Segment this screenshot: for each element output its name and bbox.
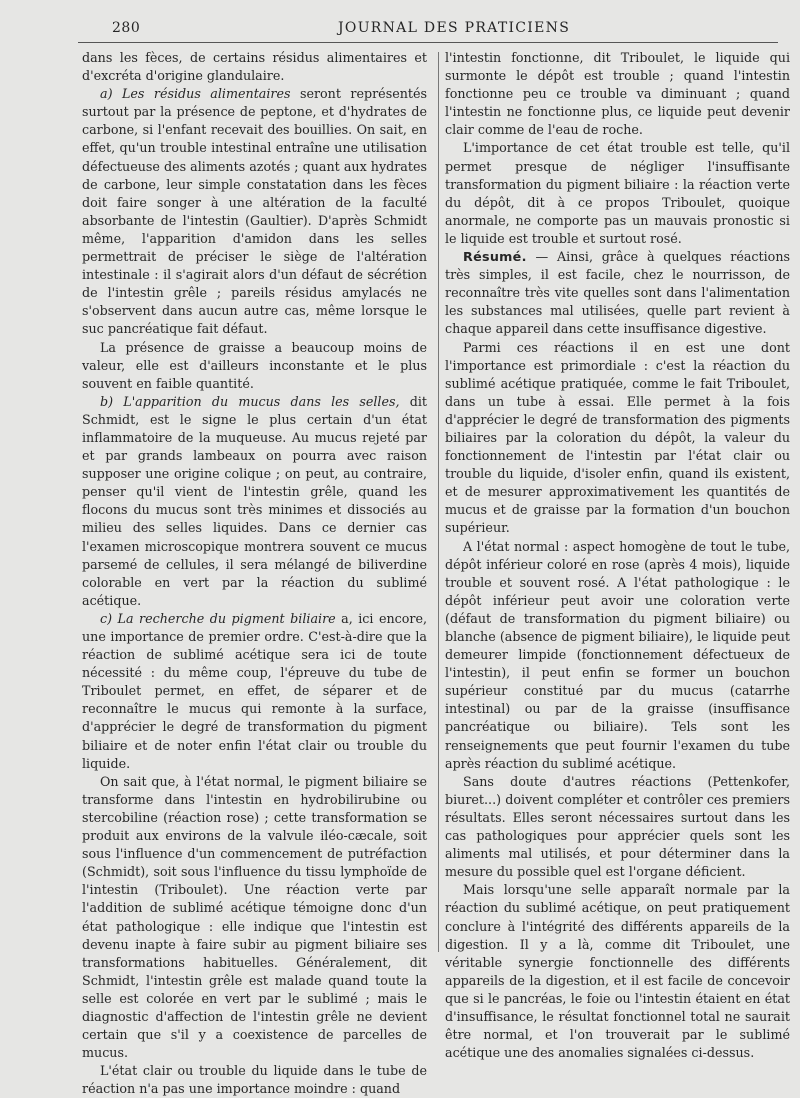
column-divider [438, 52, 439, 952]
page-number: 280 [112, 20, 141, 36]
paragraph-residus [82, 85, 427, 338]
journal-title: JOURNAL DES PRATICIENS [338, 20, 571, 36]
paragraph: Sans doute d'autres réactions (Pettenkofer, biuret...) doivent compléter et contrôler ces premiers résultats. Elles seront nécessaires surtout dans les cas pathologiques pour apprécier quels sont les aliments mal utilisés, et pour déterminer dans la mesure du possible quel est l'organe déficient. [445, 773, 790, 880]
paragraph-text: a, ici encore, une importance de premier ordre. C'est-à-dire que la réaction de sublimé acétique sera ici de toute nécessité : du même coup, l'épreuve du tube de Triboulet permet, en effet, de séparer et de reconnaître le mucus qui remonte à la surface, d'apprécier le degré de transformation du pigment biliaire et de noter enfin l'état clair ou trouble du liquide. [82, 610, 427, 771]
resume-heading: Résumé. [463, 249, 527, 265]
paragraph-resume [445, 248, 790, 338]
paragraph-text: seront représentés surtout par la présence de peptone, et d'hydrates de carbone, si l'enfant recevait des bouillies. On sait, en effet, qu'un trouble intestinal entraîne une utilisation défectueuse des aliments azotés ; quant aux hydrates de carbone, leur simple constatation dans les fèces doit faire songer à une altération de la faculté absorbante de l'intestin (Gaultier). D'après Schmidt même, l'apparition d'amidon dans les selles permettrait de préciser le siège de l'altération intestinale : il s'agirait alors d'un défaut de sécrétion de l'intestin grêle ; pareils résidus amylacés ne s'observent dans aucun autre cas, même lorsque le suc pancréatique fait défaut. [82, 86, 427, 337]
paragraph: Mais lorsqu'une selle apparaît normale par la réaction du sublimé acétique, on peut pratiquement conclure à l'intégrité des différents appareils de la digestion. Il y a là, comme dit Triboulet, une véritable synergie fonctionnelle des différents appareils de la digestion, et il est facile de concevoir que si le pancréas, le foie ou l'intestin étaient en état d'insuffisance, le résultat fonctionnel total ne saurait être normal, et l'on trouverait par le sublimé acétique une des anomalies signalées ci-dessus. [445, 882, 790, 1061]
paragraph-text: — Ainsi, grâce à quelques réactions très simples, il est facile, chez le nourrisson, de reconnaître très vite quelles sont dans l'alimentation les substances mal utilisées, quelle part revient à chaque appareil dans cette insuffisance digestive. [445, 249, 790, 337]
paragraph: l'intestin fonctionne, dit Triboulet, le liquide qui surmonte le dépôt est trouble ; quand l'intestin fonctionne peu ce trouble va diminuant ; quand l'intestin ne fonctionne plus, ce liquide peut devenir clair comme de l'eau de roche. [445, 50, 790, 138]
paragraph: L'état clair ou trouble du liquide dans le tube de réaction n'a pas une importance moindre : quand [82, 1063, 427, 1097]
paragraph-text: dit Schmidt, est le signe le plus certain d'un état inflammatoire de la muqueuse. Au mucus rejeté par et par grands lambeaux on pourra avec raison supposer une origine colique ; on peut, au contraire, penser qu'il vient de l'intestin grêle, quand les flocons du mucus sont très minimes et dissociés au milieu des selles liquides. Dans ce dernier cas l'examen microscopique montrera souvent ce mucus parsemé de cellules, il sera mélangé de biliverdine colorable en vert par la réaction du sublimé acétique. [82, 393, 428, 608]
paragraph: dans les fèces, de certains résidus alimentaires et d'excréta d'origine glandulaire. [82, 50, 427, 84]
paragraph-mucus [82, 393, 427, 610]
paragraph-pigment [82, 610, 427, 773]
paragraph: L'importance de cet état trouble est telle, qu'il permet presque de négliger l'insuffisante transformation du pigment biliaire : la réaction verte du dépôt, dit à ce propos Triboulet, quoique anormale, ne comporte pas un mauvais pronostic si le liquide est trouble et surtout rosé. [445, 140, 790, 246]
paragraph: La présence de graisse a beaucoup moins de valeur, elle est d'ailleurs inconstante et le plus souvent en faible quantité. [82, 339, 427, 391]
right-column [445, 49, 790, 1062]
header-rule [78, 42, 778, 43]
paragraph: A l'état normal : aspect homogène de tout le tube, dépôt inférieur coloré en rose (après 4 mois), liquide trouble et souvent rosé. A l'état pathologique : le dépôt inférieur peut avoir une coloration verte (défaut de transformation du pigment biliaire) ou blanche (absence de pigment biliaire), le liquide peut demeurer limpide (fonctionnement défectueux de l'intestin), il peut enfin se former un bouchon supérieur constitué par du mucus (catarrhe intestinal) ou par de la graisse (insuffisance pancréatique ou biliaire). Tels sont les renseignements que peut fournir l'examen du tube après réaction du sublimé acétique. [445, 538, 790, 771]
paragraph: Parmi ces réactions il en est une dont l'importance est primordiale : c'est la réaction du sublimé acétique pratiquée, comme le fait Triboulet, dans un tube à essai. Elle permet à la fois d'apprécier le degré de transformation des pigments biliaires par la coloration du dépôt, la valeur du fonctionnement de l'intestin par l'état clair ou trouble du liquide, d'isoler enfin, quand ils existent, et de mesurer approximativement les quantités de mucus et de graisse par la formation d'un bouchon supérieur. [445, 339, 790, 536]
paragraph: On sait que, à l'état normal, le pigment biliaire se transforme dans l'intestin en hydrobilirubine ou stercobiline (réaction rose) ; cette transformation se produit aux environs de la valvule iléo-cæcale, soit sous l'influence d'un commencement de putréfaction (Schmidt), soit sous l'influence du tissu lymphoïde de l'intestin (Triboulet). Une réaction verte par l'addition de sublimé acétique témoigne donc d'un état pathologique : elle indique que l'intestin est devenu inapte à faire subir au pigment biliaire ses transformations habituelles. Généralement, dit Schmidt, l'intestin grêle est malade quand toute la selle est colorée en vert par le sublimé ; mais le diagnostic d'affection de l'intestin grêle ne devient certain que s'il y a coexistence de parcelles de mucus. [82, 773, 427, 1061]
left-column [82, 49, 427, 1098]
section-label-pigment: c) La recherche du pigment biliaire [100, 610, 336, 626]
section-label-mucus: b) L'apparition du mucus dans les selles, [100, 393, 400, 409]
page-header [0, 0, 800, 46]
section-label-residus: a) Les résidus alimentaires [100, 86, 291, 102]
